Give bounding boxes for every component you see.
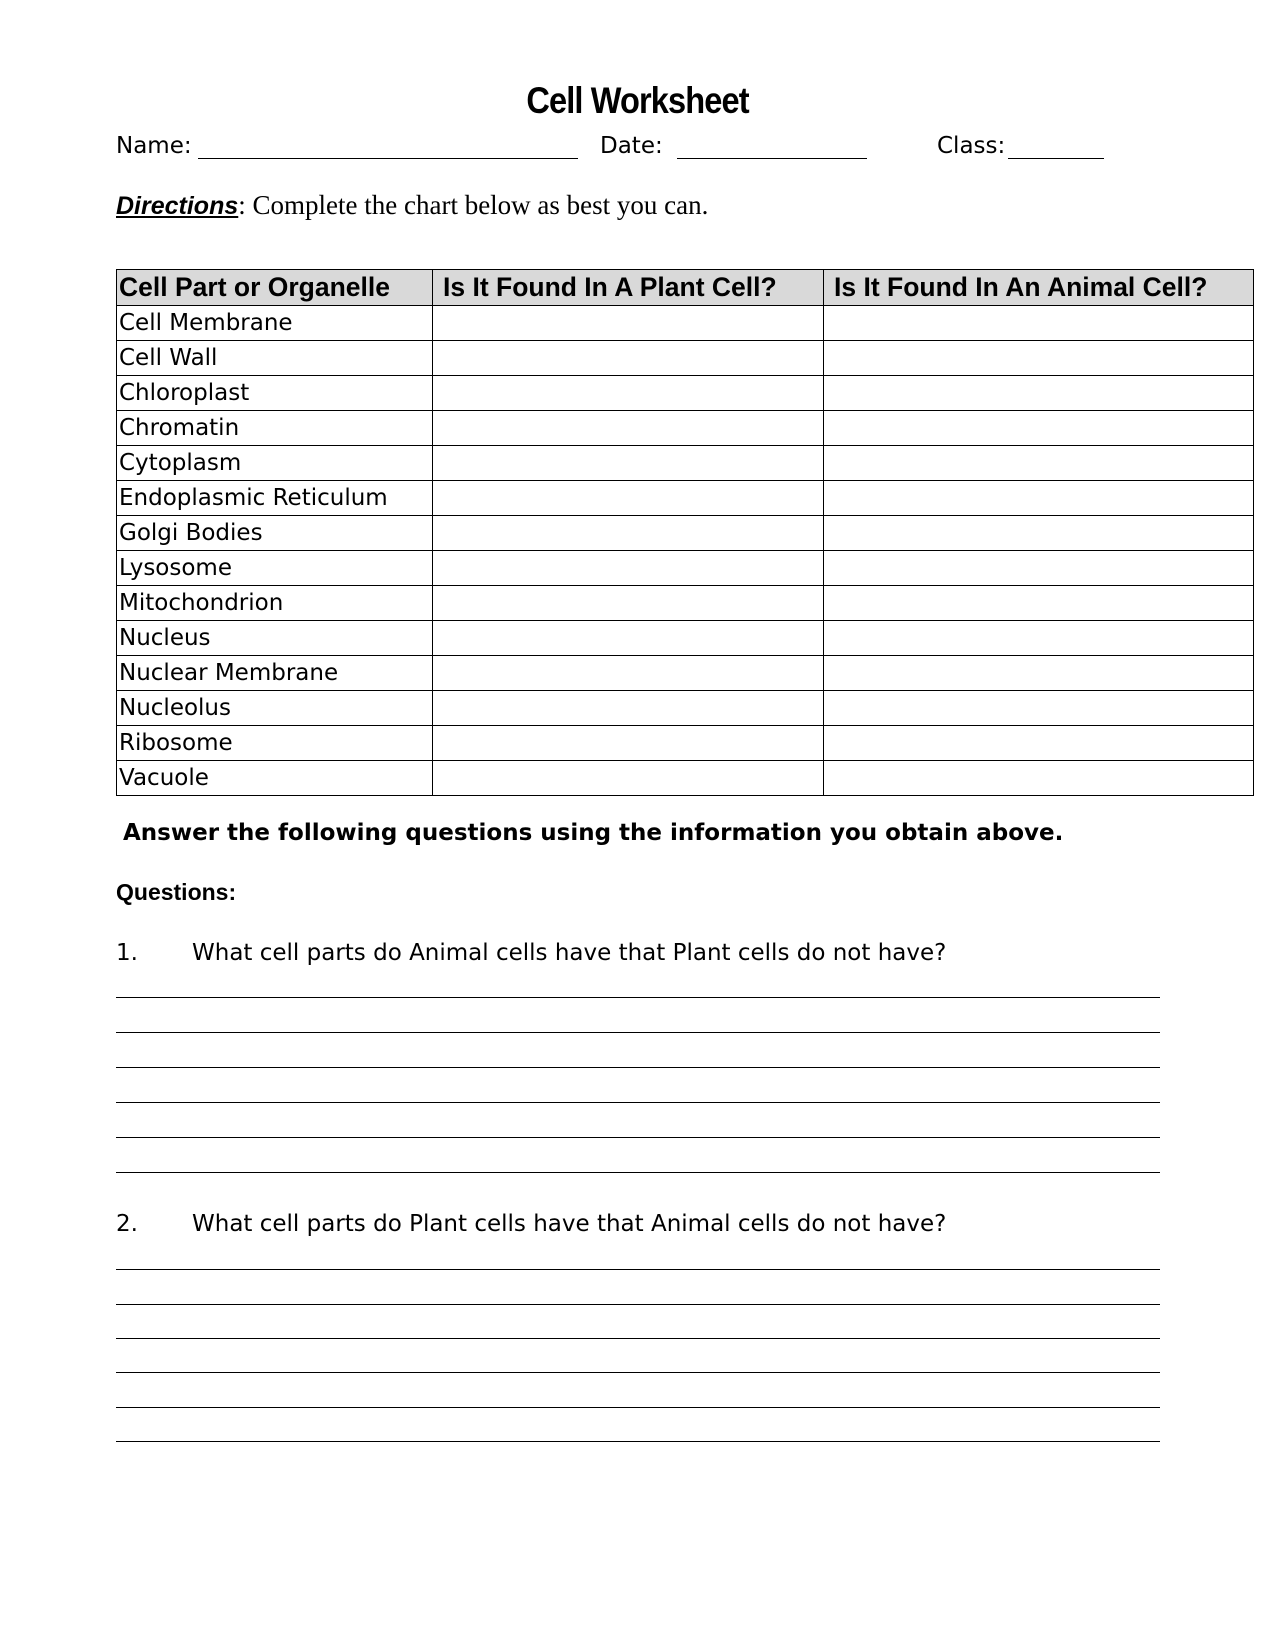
animal-cell-answer[interactable] (824, 411, 1254, 446)
question-1-answer-line[interactable] (116, 1172, 1160, 1173)
animal-cell-answer[interactable] (824, 726, 1254, 761)
table-row (117, 761, 1254, 796)
cell-part-name: Cytoplasm (117, 446, 433, 481)
animal-cell-answer[interactable] (824, 691, 1254, 726)
question-1-answer-line[interactable] (116, 1067, 1160, 1068)
plant-cell-answer[interactable] (433, 551, 824, 586)
question-2-answer-line[interactable] (116, 1407, 1160, 1408)
cell-part-name: Cell Wall (117, 341, 433, 376)
class-field[interactable] (1008, 158, 1104, 159)
animal-cell-answer[interactable] (824, 551, 1254, 586)
plant-cell-answer[interactable] (433, 481, 824, 516)
animal-cell-answer[interactable] (824, 586, 1254, 621)
animal-cell-answer[interactable] (824, 656, 1254, 691)
question-2-answer-line[interactable] (116, 1441, 1160, 1442)
question-1-number: 1. (116, 940, 138, 966)
cell-part-name: Nuclear Membrane (117, 656, 433, 691)
plant-cell-answer[interactable] (433, 621, 824, 656)
table-row (117, 376, 1254, 411)
cell-part-name: Endoplasmic Reticulum (117, 481, 433, 516)
animal-cell-answer[interactable] (824, 306, 1254, 341)
table-row (117, 481, 1254, 516)
instruction-text: Answer the following questions using the information you obtain above. (123, 820, 1064, 846)
table-row (117, 691, 1254, 726)
organelle-chart (116, 269, 1254, 796)
animal-cell-answer[interactable] (824, 446, 1254, 481)
name-label: Name: (116, 133, 192, 159)
question-2-answer-line[interactable] (116, 1372, 1160, 1373)
plant-cell-answer[interactable] (433, 306, 824, 341)
class-label: Class: (937, 133, 1006, 159)
date-label: Date: (600, 133, 663, 159)
animal-cell-answer[interactable] (824, 621, 1254, 656)
animal-cell-answer[interactable] (824, 341, 1254, 376)
cell-part-name: Chloroplast (117, 376, 433, 411)
question-2-number: 2. (116, 1211, 138, 1237)
cell-part-name: Chromatin (117, 411, 433, 446)
question-1-answer-line[interactable] (116, 997, 1160, 998)
question-1-answer-line[interactable] (116, 1032, 1160, 1033)
page-title: Cell Worksheet (526, 80, 749, 121)
directions-text: : Complete the chart below as best you can. (238, 190, 709, 220)
table-row (117, 411, 1254, 446)
question-1-answer-line[interactable] (116, 1137, 1160, 1138)
header-plant-cell: Is It Found In A Plant Cell? (433, 270, 824, 306)
animal-cell-answer[interactable] (824, 761, 1254, 796)
questions-heading: Questions: (116, 879, 237, 905)
plant-cell-answer[interactable] (433, 691, 824, 726)
name-field[interactable] (198, 158, 578, 159)
cell-part-name: Nucleus (117, 621, 433, 656)
table-row (117, 656, 1254, 691)
cell-part-name: Golgi Bodies (117, 516, 433, 551)
table-row (117, 621, 1254, 656)
table-row (117, 551, 1254, 586)
plant-cell-answer[interactable] (433, 446, 824, 481)
question-2-answer-line[interactable] (116, 1338, 1160, 1339)
cell-part-name: Lysosome (117, 551, 433, 586)
plant-cell-answer[interactable] (433, 516, 824, 551)
animal-cell-answer[interactable] (824, 481, 1254, 516)
plant-cell-answer[interactable] (433, 411, 824, 446)
question-2-answer-line[interactable] (116, 1304, 1160, 1305)
header-animal-cell: Is It Found In An Animal Cell? (824, 270, 1254, 306)
date-field[interactable] (677, 158, 867, 159)
cell-part-name: Vacuole (117, 761, 433, 796)
directions (116, 190, 708, 221)
chart-header-row (117, 270, 1254, 306)
question-1-text: What cell parts do Animal cells have that Plant cells do not have? (192, 940, 947, 966)
plant-cell-answer[interactable] (433, 376, 824, 411)
cell-part-name: Cell Membrane (117, 306, 433, 341)
table-row (117, 446, 1254, 481)
plant-cell-answer[interactable] (433, 761, 824, 796)
table-row (117, 341, 1254, 376)
question-2-answer-line[interactable] (116, 1269, 1160, 1270)
question-1-answer-line[interactable] (116, 1102, 1160, 1103)
animal-cell-answer[interactable] (824, 516, 1254, 551)
cell-part-name: Nucleolus (117, 691, 433, 726)
table-row (117, 306, 1254, 341)
cell-part-name: Mitochondrion (117, 586, 433, 621)
plant-cell-answer[interactable] (433, 726, 824, 761)
table-row (117, 586, 1254, 621)
question-2-text: What cell parts do Plant cells have that Animal cells do not have? (192, 1211, 947, 1237)
cell-part-name: Ribosome (117, 726, 433, 761)
plant-cell-answer[interactable] (433, 656, 824, 691)
plant-cell-answer[interactable] (433, 586, 824, 621)
header-cell-part: Cell Part or Organelle (117, 270, 433, 306)
plant-cell-answer[interactable] (433, 341, 824, 376)
table-row (117, 516, 1254, 551)
table-row (117, 726, 1254, 761)
animal-cell-answer[interactable] (824, 376, 1254, 411)
directions-label: Directions (116, 192, 239, 220)
